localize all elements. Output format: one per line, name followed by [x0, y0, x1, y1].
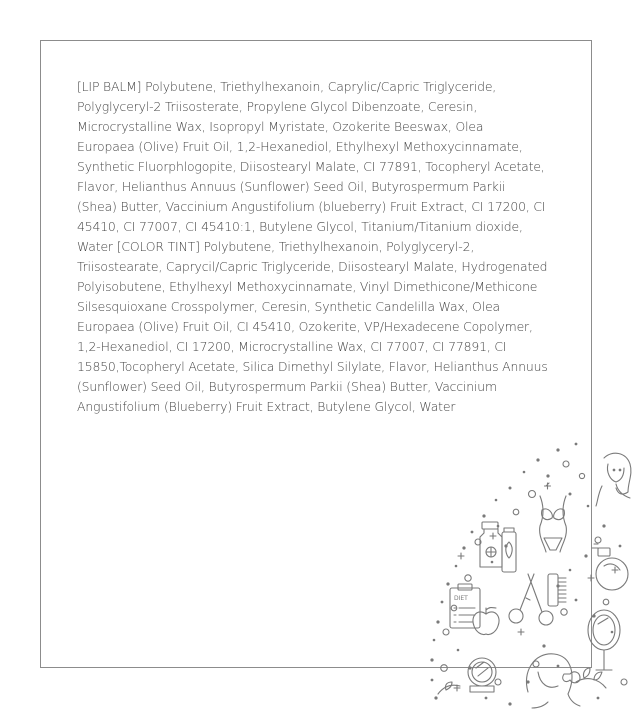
- leaf-branch-icon: [438, 668, 606, 694]
- cream-bottles-icon: [480, 522, 516, 572]
- hand-mirror-icon: [588, 610, 620, 670]
- diet-clipboard-icon: [450, 584, 480, 628]
- swimsuit-body-icon: [540, 496, 567, 552]
- diet-label: DIET: [454, 595, 468, 602]
- scissors-icon: [509, 574, 553, 625]
- beauty-icons-decoration: [398, 436, 634, 711]
- comb-icon: [548, 574, 566, 606]
- dots-pattern: [430, 443, 621, 706]
- apple-icon: [473, 608, 499, 635]
- compact-mirror-icon: [468, 658, 496, 692]
- woman-head-icon: [596, 453, 631, 506]
- ingredients-text: [LIP BALM] Polybutene, Triethylhexanoin, Caprylic/Capric Triglyceride, Polyglyceryl-2 Triisosterate, Propylene Glycol Dibenzoate, Ceresin, Microcrystalline Wax, Isopropyl Myristate, Ozokerite Beeswax, Olea Europaea (Olive) Fruit Oil, 1,2-Hexanediol, Ethylhexyl Methoxycinnamate, Synthetic Fluorphlogopite, Diisostearyl Malate, CI 77891, Tocopheryl Acetate, Flavor, Helianthus Annuus (Sunflower) Seed Oil, Butyrospermum Parkii (Shea) Butter, Vaccinium Angustifolium (blueberry) Fruit Extract, CI 17200, CI 45410, CI 77007, CI 45410:1, Butylene Glycol, Titanium/Titanium dioxide, Water [COLOR TINT] Polybutene, Triethylhexanoin, Polyglyceryl-2, Triisostearate, Caprycil/Capric Triglyceride, Diisostearyl Malate, Hydrogenated Polyisobutene, Ethylhexyl Methoxycinnamate, Vinyl Dimethicone/Methicone Silsesquioxane Crosspolymer, Ceresin, Synthetic Candelilla Wax, Olea Europaea (Olive) Fruit Oil, CI 45410, Ozokerite, VP/Hexadecene Copolymer, 1,2-Hexanediol, CI 17200, Microcrystalline Wax, CI 77007, CI 77891, CI 15850,Tocopheryl Acetate, Silica Dimethyl Silylate, Flavor, Helianthus Annuus (Sunflower) Seed Oil, Butyrospermum Parkii (Shea) Butter, Vaccinium Angustifolium (Blueberry) Fruit Extract, Butylene Glycol, Water: [77, 79, 548, 414]
- perfume-bottle-icon: [592, 544, 628, 590]
